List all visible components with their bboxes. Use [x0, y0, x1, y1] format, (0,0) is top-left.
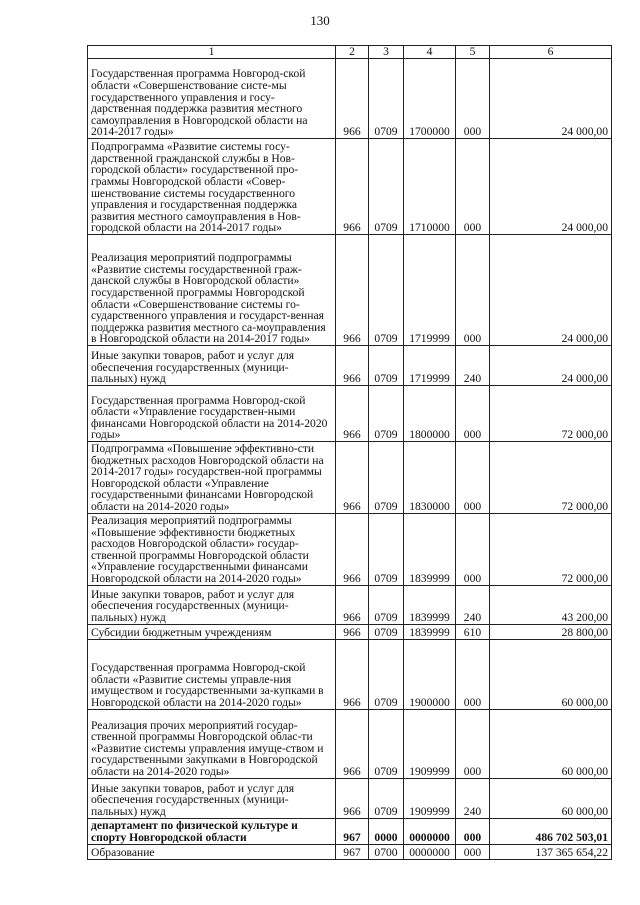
row-amount-cell: 72 000,00	[490, 442, 612, 514]
row-col-2-cell: 967	[336, 844, 369, 859]
header-col-3: 3	[369, 46, 404, 59]
row-name-text: Реализация мероприятий подпрограммы «Развитие системы государственной граж-данской службы в Новгородской области» государственной программы Новгородской области «Совершенствование системы го-сударственного управления и государст-венная поддержка развития местного са-моуправления в Новгородской области на 2014-2017 годы»	[91, 251, 326, 346]
row-amount-cell: 486 702 503,01	[490, 818, 612, 844]
row-col-4-cell: 1909999	[404, 778, 456, 818]
row-name-text: Реализация прочих мероприятий государ-ственной программы Новгородской облас-ти «Развитие системы управления имуще-ством и государственными закупками в Новгородской области на 2014-2020 годы»	[91, 718, 324, 778]
row-amount-cell: 72 000,00	[490, 386, 612, 442]
row-amount-cell: 72 000,00	[490, 513, 612, 585]
row-col-5-cell: 240	[456, 346, 490, 386]
row-col-3-cell: 0709	[369, 709, 404, 778]
table-body	[88, 59, 612, 860]
row-col-2-cell: 966	[336, 346, 369, 386]
row-name-cell	[88, 235, 336, 346]
table-row	[88, 139, 612, 235]
row-col-4-cell: 0000000	[404, 818, 456, 844]
budget-table	[87, 45, 612, 860]
table-row	[88, 59, 612, 139]
row-col-4-cell: 1719999	[404, 235, 456, 346]
row-col-2-cell: 966	[336, 235, 369, 346]
row-name-cell	[88, 639, 336, 709]
row-amount-cell: 24 000,00	[490, 59, 612, 139]
row-col-4-cell: 1839999	[404, 624, 456, 639]
row-amount-cell: 28 800,00	[490, 624, 612, 639]
row-name-cell	[88, 59, 336, 139]
table-row	[88, 235, 612, 346]
table-row	[88, 624, 612, 639]
table-row	[88, 778, 612, 818]
row-name-text: Государственная программа Новгород-ской области «Управление государствен-ными финансами Новгородской области на 2014-2020 годы»	[91, 393, 328, 442]
row-name-cell	[88, 139, 336, 235]
table-header-row	[88, 46, 612, 59]
row-col-3-cell: 0709	[369, 59, 404, 139]
row-col-3-cell: 0709	[369, 639, 404, 709]
row-amount-cell: 24 000,00	[490, 235, 612, 346]
row-name-text: Образование	[91, 845, 155, 859]
table-row	[88, 513, 612, 585]
row-col-2-cell: 966	[336, 778, 369, 818]
row-col-2-cell: 966	[336, 709, 369, 778]
row-name-text: Субсидии бюджетным учреждениям	[91, 625, 272, 639]
row-col-2-cell: 966	[336, 59, 369, 139]
page-number: 130	[310, 13, 330, 28]
row-col-5-cell: 000	[456, 818, 490, 844]
row-amount-cell: 137 365 654,22	[490, 844, 612, 859]
row-col-5-cell: 000	[456, 59, 490, 139]
table-row	[88, 386, 612, 442]
row-col-4-cell: 1710000	[404, 139, 456, 235]
row-col-2-cell: 966	[336, 624, 369, 639]
row-col-5-cell: 000	[456, 709, 490, 778]
row-col-5-cell: 000	[456, 844, 490, 859]
row-col-2-cell: 967	[336, 818, 369, 844]
row-col-3-cell: 0000	[369, 818, 404, 844]
row-name-cell	[88, 709, 336, 778]
row-name-text: Иные закупки товаров, работ и услуг для обеспечения государственных (муници-пальных) нужд	[91, 349, 295, 386]
row-col-4-cell: 1700000	[404, 59, 456, 139]
row-col-3-cell: 0709	[369, 585, 404, 624]
row-col-2-cell: 966	[336, 513, 369, 585]
row-amount-cell: 24 000,00	[490, 139, 612, 235]
row-col-4-cell: 1800000	[404, 386, 456, 442]
row-col-3-cell: 0709	[369, 346, 404, 386]
row-name-cell	[88, 386, 336, 442]
row-name-text: Иные закупки товаров, работ и услуг для обеспечения государственных (муници-пальных) нужд	[91, 587, 295, 624]
row-name-cell	[88, 513, 336, 585]
row-col-3-cell: 0709	[369, 442, 404, 514]
row-col-5-cell: 000	[456, 235, 490, 346]
row-col-4-cell: 1839999	[404, 585, 456, 624]
row-amount-cell: 60 000,00	[490, 709, 612, 778]
row-col-4-cell: 1830000	[404, 442, 456, 514]
row-amount-cell: 60 000,00	[490, 639, 612, 709]
header-col-5: 5	[456, 46, 490, 59]
row-col-2-cell: 966	[336, 639, 369, 709]
row-col-3-cell: 0709	[369, 513, 404, 585]
row-name-cell	[88, 624, 336, 639]
row-col-4-cell: 1839999	[404, 513, 456, 585]
row-col-4-cell: 1719999	[404, 346, 456, 386]
row-name-cell	[88, 585, 336, 624]
table-row	[88, 346, 612, 386]
row-name-text: Государственная программа Новгород-ской области «Совершенствование систе-мы государственного управления и госу-дарственная поддержка развития местного самоуправления в Новгородской области на 2014-2017 годы»	[91, 67, 308, 139]
row-amount-cell: 43 200,00	[490, 585, 612, 624]
row-name-cell	[88, 442, 336, 514]
row-name-cell	[88, 844, 336, 859]
row-col-3-cell: 0709	[369, 778, 404, 818]
row-name-text: Иные закупки товаров, работ и услуг для обеспечения государственных (муници-пальных) нужд	[91, 781, 295, 818]
row-name-text: Подпрограмма «Повышение эффективно-сти бюджетных расходов Новгородской области на 2014-2017 годы» государствен-ной программы Новгородской области «Управление государственными финансами Новгородской области на 2014-2020 годы»	[91, 442, 324, 513]
row-col-5-cell: 000	[456, 442, 490, 514]
row-name-cell	[88, 778, 336, 818]
header-col-1: 1	[88, 46, 336, 59]
row-col-4-cell: 0000000	[404, 844, 456, 859]
row-col-3-cell: 0709	[369, 624, 404, 639]
row-col-2-cell: 966	[336, 442, 369, 514]
row-col-5-cell: 240	[456, 778, 490, 818]
row-col-2-cell: 966	[336, 139, 369, 235]
header-col-6: 6	[490, 46, 612, 59]
header-col-2: 2	[336, 46, 369, 59]
row-col-5-cell: 000	[456, 139, 490, 235]
table-row	[88, 709, 612, 778]
row-col-5-cell: 000	[456, 639, 490, 709]
row-col-3-cell: 0709	[369, 386, 404, 442]
row-name-cell	[88, 818, 336, 844]
row-col-3-cell: 0700	[369, 844, 404, 859]
row-name-text: департамент по физической культуре и спорту Новгородской области	[91, 819, 298, 844]
table-row	[88, 585, 612, 624]
row-col-5-cell: 000	[456, 386, 490, 442]
row-col-3-cell: 0709	[369, 235, 404, 346]
row-name-text: Реализация мероприятий подпрограммы «Повышение эффективности бюджетных расходов Новгородской области» государ-ственной программы Новгородской области «Управление государственными финансами Новгородской области на 2014-2020 годы»	[91, 514, 309, 585]
row-name-text: Подпрограмма «Развитие системы госу-дарственной гражданской службы в Нов-городской области» государственной про-граммы Новгородской области «Совер-шенствование системы государственного управления и государственная поддержка развития местного самоуправления в Нов-городской области на 2014-2017 годы»	[91, 140, 301, 235]
row-col-5-cell: 610	[456, 624, 490, 639]
row-amount-cell: 60 000,00	[490, 778, 612, 818]
row-col-3-cell: 0709	[369, 139, 404, 235]
header-col-4: 4	[404, 46, 456, 59]
table-row	[88, 442, 612, 514]
row-col-2-cell: 966	[336, 386, 369, 442]
table-row	[88, 844, 612, 859]
table-row	[88, 818, 612, 844]
table-row	[88, 639, 612, 709]
row-col-5-cell: 240	[456, 585, 490, 624]
row-name-cell	[88, 346, 336, 386]
row-amount-cell: 24 000,00	[490, 346, 612, 386]
row-col-4-cell: 1909999	[404, 709, 456, 778]
row-col-2-cell: 966	[336, 585, 369, 624]
row-col-4-cell: 1900000	[404, 639, 456, 709]
row-name-text: Государственная программа Новгород-ской области «Развитие системы управле-ния имуществом и государственными за-купками в Новгородской области на 2014-2020 годы»	[91, 661, 324, 709]
row-col-5-cell: 000	[456, 513, 490, 585]
